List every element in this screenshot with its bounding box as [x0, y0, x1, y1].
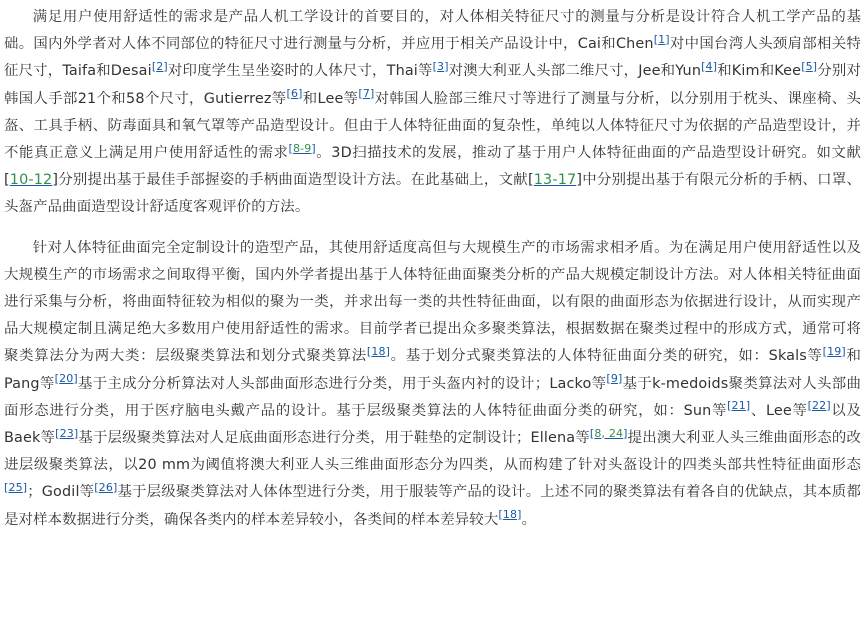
citation-number[interactable]: 19 [827, 344, 842, 358]
citation-number[interactable]: 21 [731, 399, 746, 413]
body-text: 针对人体特征曲面完全定制设计的造型产品，其使用舒适度高但与大规模生产的市场需求相矛盾。为在满足用户使用舒适性以及大规模生产的市场需求之间取得平衡，国内外学者提出基于人体特征曲面聚类分析的产品大规模定制设计方法。对人体相关特征曲面进行采集与分析，将曲面特征较为相似的聚为一类，并求出每一类的共性特征曲面，以有限的曲面形态为依据进行设计，从而实现产品大规模定制且满足绝大多数用户使用舒适性的需求。目前学者已提出众多聚类算法，根据数据在聚类过程中的形成方式，通常可将聚类算法分为两大类：层级聚类算法和划分式聚类算法 [4, 239, 861, 365]
citation-link[interactable]: [22] [807, 399, 831, 413]
citation-link[interactable]: [25] [4, 480, 28, 494]
citation-number[interactable]: 3 [437, 59, 445, 73]
citation-number[interactable]: 26 [98, 480, 113, 494]
body-text: 以及Baek等 [4, 402, 861, 447]
body-text: 对澳大利亚人头部二维尺寸，Jee和Yun [448, 63, 702, 80]
citation-number[interactable]: 2 [156, 59, 164, 73]
citation-number[interactable]: 22 [812, 399, 827, 413]
body-text: 。基于划分式聚类算法的人体特征曲面分类的研究，如：Skals等 [390, 348, 823, 365]
citation-link[interactable]: [5] [801, 59, 818, 73]
body-text: 中分别提出基于有限元分析的手柄、口罩、头盔产品曲面造型设计舒适度客观评价的方法。 [4, 172, 861, 216]
body-text: 基于k-medoids聚类算法对人头部曲面形态进行分类，用于医疗脑电头戴产品的设计。基于层级聚类算法的人体特征曲面分类的研究，如：Sun等 [4, 375, 862, 419]
citation-number[interactable]: 5 [805, 59, 813, 73]
citation-number[interactable]: 18 [502, 508, 518, 522]
citation-number[interactable]: 13-17 [533, 172, 577, 189]
body-text: 提出澳大利亚人头三维曲面形态的改进层级聚类算法，以20 mm为阈值将澳大利亚人头三维曲面形态分为四类，从而构建了针对头盔设计的四类头部共性特征曲面形态 [4, 430, 861, 474]
body-text: 、Lee等 [750, 402, 808, 419]
citation-link[interactable]: [19] [822, 344, 846, 358]
citation-link[interactable]: [10-12] [4, 172, 59, 189]
body-text: 。3D扫描技术的发展，推动了基于用户人体特征曲面的产品造型设计研究。如文献 [315, 145, 861, 162]
citation-link[interactable]: [3] [432, 59, 449, 73]
body-text: 分别提出基于最佳手部握姿的手柄曲面造型设计方法。在此基础上，文献 [58, 172, 528, 189]
citation-number[interactable]: 6 [291, 87, 299, 101]
citation-number[interactable]: 8, 24 [594, 426, 624, 440]
citation-number[interactable]: 25 [8, 480, 23, 494]
body-text: 。 [521, 511, 537, 528]
citation-number[interactable]: 4 [705, 59, 713, 73]
citation-number[interactable]: 7 [362, 87, 371, 101]
citation-number[interactable]: 9 [610, 372, 618, 386]
body-text: 基于层级聚类算法对人足底曲面形态进行分类，用于鞋垫的定制设计；Ellena等 [78, 430, 590, 447]
citation-link[interactable]: [8-9] [288, 141, 316, 155]
body-text: 对韩国人脸部三维尺寸等进行了测量与分析，以分别用于枕头、课座椅、头盔、工具手柄、防毒面具和氧气罩等产品造型设计。但由于人体特征曲面的复杂性，单纯以人体特征尺寸为依据的产品造型设计，并不能真正意义上满足用户使用舒适性的需求 [4, 90, 862, 162]
citation-link[interactable]: [18] [366, 344, 391, 358]
citation-number[interactable]: 23 [59, 426, 74, 440]
body-text: 对印度学生呈坐姿时的人体尺寸，Thai等 [167, 63, 433, 80]
body-text: 基于主成分分析算法对人头部曲面形态进行分类，用于头盔内衬的设计；Lacko等 [77, 375, 607, 392]
citation-link[interactable]: [13-17] [527, 172, 583, 189]
citation-link[interactable]: [7] [358, 87, 375, 101]
body-text: 基于层级聚类算法对人体体型进行分类，用于服装等产品的设计。上述不同的聚类算法有着各自的优缺点，其本质都是对样本数据进行分类，确保各类内的样本差异较小，各类间的样本差异较大 [4, 484, 861, 528]
citation-number[interactable]: 18 [371, 344, 386, 358]
citation-number[interactable]: 8-9 [293, 141, 312, 155]
body-text: 和Pang等 [4, 348, 861, 392]
citation-link[interactable]: [26] [94, 480, 118, 494]
citation-link[interactable]: [23] [55, 426, 79, 440]
body-text: 和Kim和Kee [717, 63, 802, 80]
citation-link[interactable]: [9] [606, 372, 623, 386]
citation-number[interactable]: 10-12 [9, 172, 53, 189]
body-text: 满足用户使用舒适性的需求是产品人机工学设计的首要目的，对人体相关特征尺寸的测量与分析是设计符合人机工学产品的基础。国内外学者对人体不同部位的特征尺寸进行测量与分析，并应用于相关产品设计中，Cai和Chen [4, 9, 861, 53]
citation-number[interactable]: 1 [658, 32, 666, 46]
citation-link[interactable]: [18] [498, 508, 522, 522]
citation-link[interactable]: [1] [653, 32, 670, 46]
paragraph-1 [4, 4, 861, 222]
citation-link[interactable]: [2] [151, 59, 168, 73]
citation-link[interactable]: [8, 24] [589, 426, 628, 440]
citation-link[interactable]: [21] [727, 399, 751, 413]
body-text: 分别对韩国人手部21个和58个尺寸，Gutierrez等 [4, 63, 861, 107]
paragraph-2 [4, 235, 861, 534]
citation-link[interactable]: [4] [701, 59, 718, 73]
citation-link[interactable]: [6] [286, 87, 303, 101]
body-text: 和Lee等 [302, 90, 359, 107]
citation-number[interactable]: 20 [59, 372, 74, 386]
citation-link[interactable]: [20] [54, 372, 78, 386]
body-text: ；Godil等 [27, 484, 95, 501]
body-text: 对中国台湾人头颈肩部相关特征尺寸，Taifa和Desai [4, 36, 861, 80]
